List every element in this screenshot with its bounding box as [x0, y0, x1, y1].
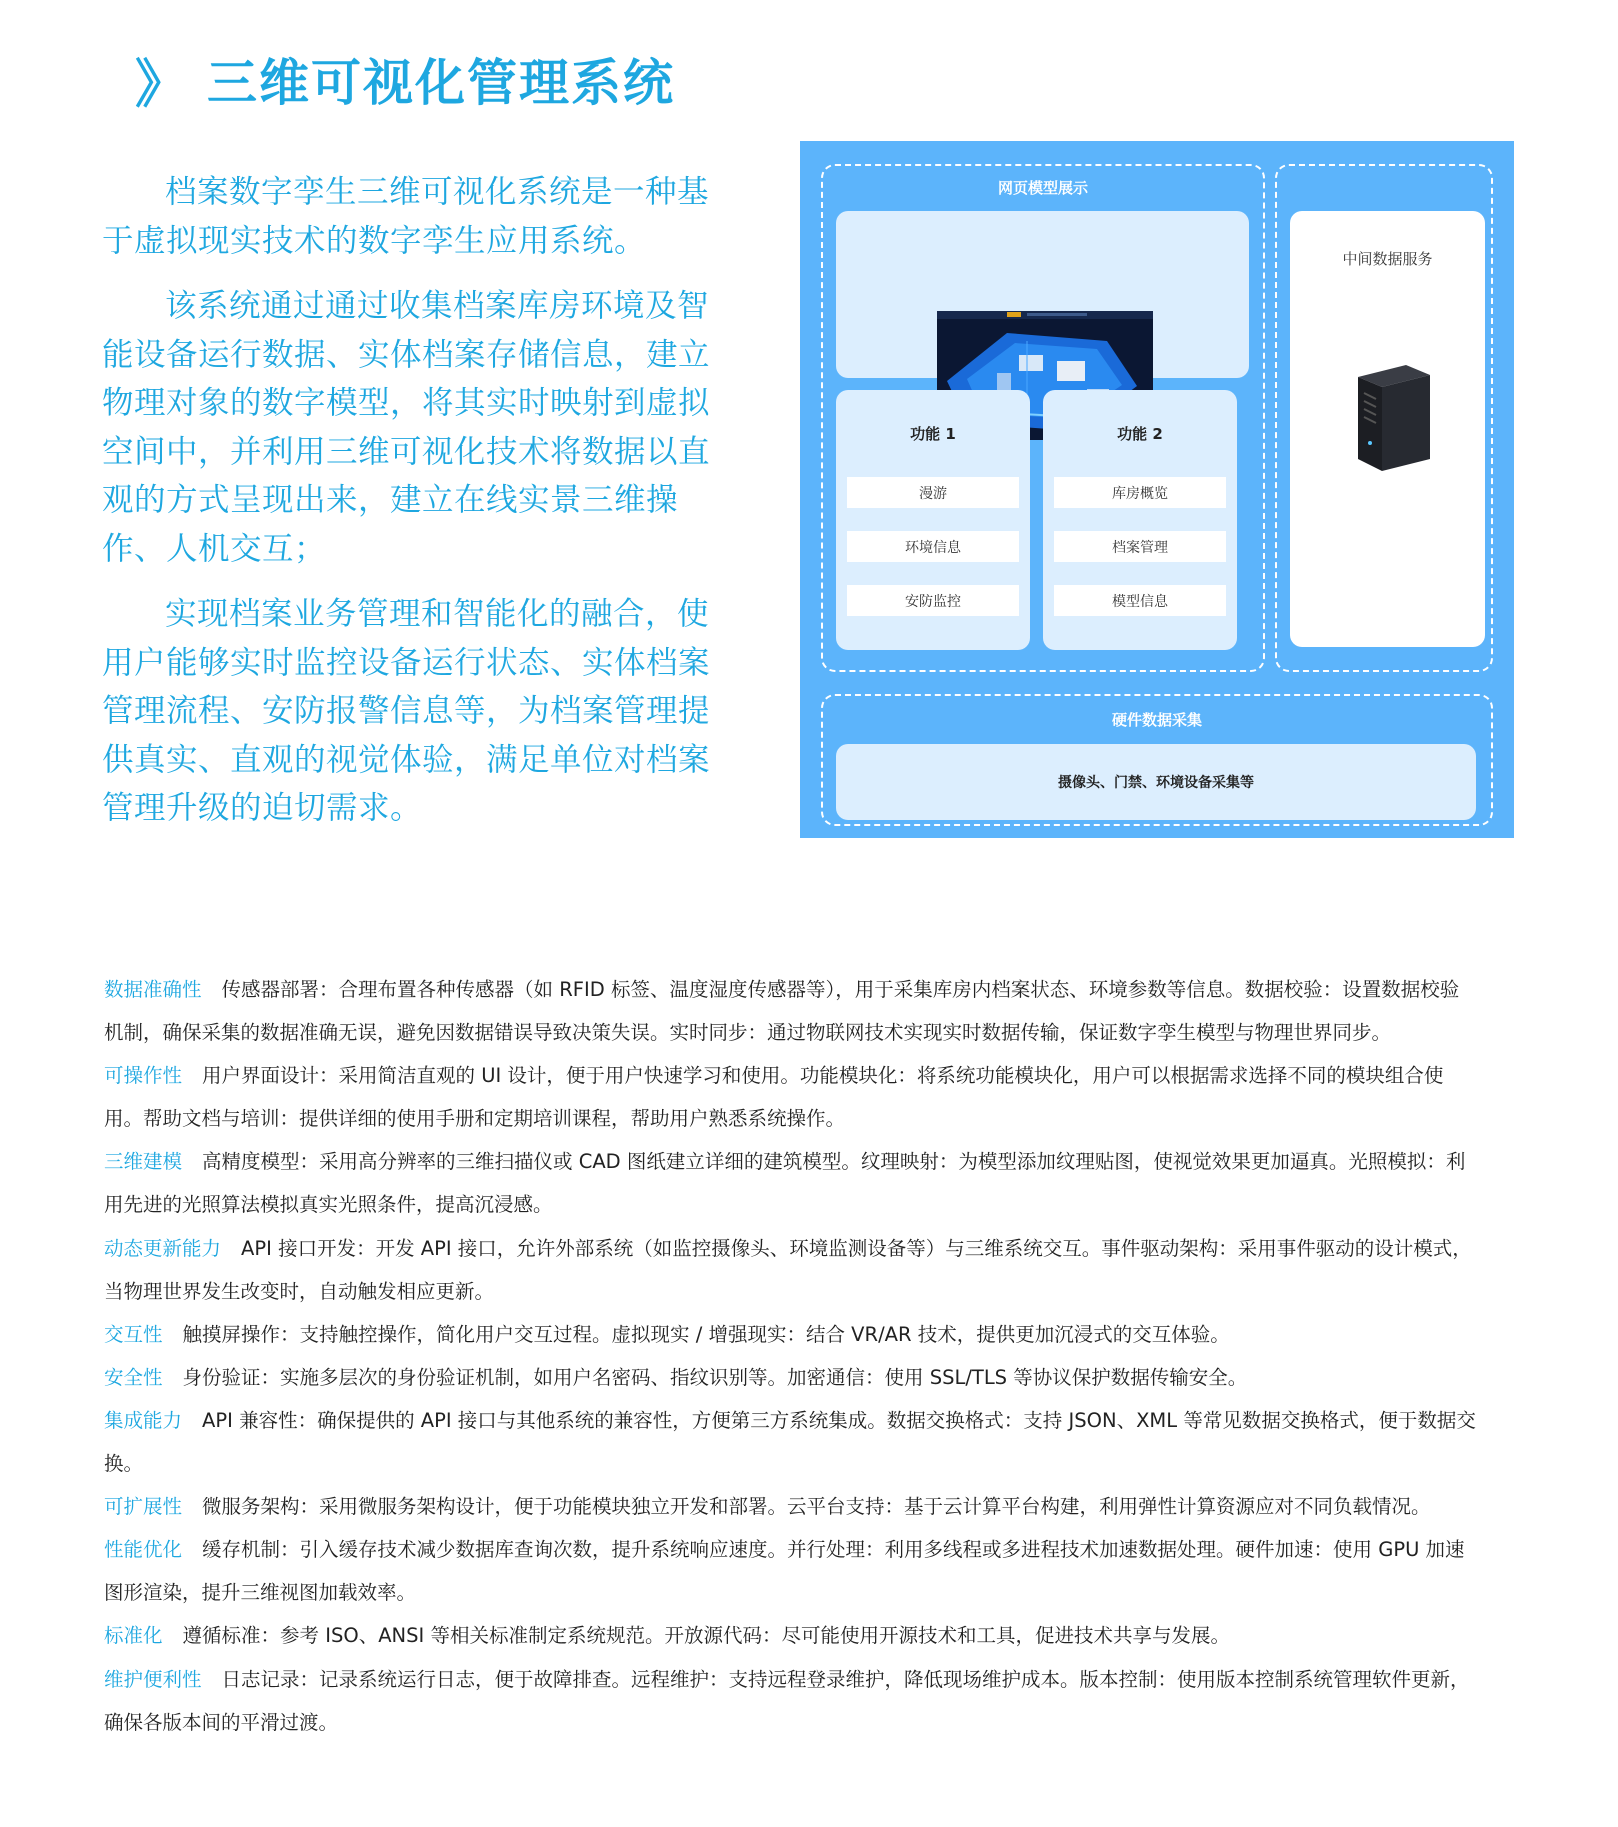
- function-1-panel: [836, 390, 1030, 650]
- feature-text: 日志记录：记录系统运行日志，便于故障排查。远程维护：支持远程登录维护，降低现场维护成本。版本控制：使用版本控制系统管理软件更新，确保各版本间的平滑过渡。: [104, 1667, 1470, 1734]
- architecture-diagram: [800, 141, 1514, 838]
- intro-text: [102, 168, 724, 850]
- feature-item: [104, 1399, 1476, 1485]
- hardware-text: 摄像头、门禁、环境设备采集等: [1058, 775, 1254, 791]
- feature-key: 三维建模: [104, 1150, 183, 1174]
- function-item-roaming[interactable]: 漫游: [847, 477, 1019, 508]
- data-service-panel: [1290, 211, 1485, 647]
- feature-text: 用户界面设计：采用简洁直观的 UI 设计，便于用户快速学习和使用。功能模块化：将系统功能模块化，用户可以根据需求选择不同的模块组合使用。帮助文档与培训：提供详细的使用手册和定期培训课程，帮助用户熟悉系统操作。: [104, 1064, 1444, 1131]
- feature-key: 数据准确性: [104, 978, 202, 1001]
- feature-key: 动态更新能力: [104, 1236, 222, 1260]
- function-item-security[interactable]: 安防监控: [847, 585, 1019, 616]
- feature-item: [104, 1528, 1476, 1614]
- feature-list: [104, 968, 1476, 1744]
- feature-key: 安全性: [104, 1365, 163, 1389]
- feature-item: [104, 1313, 1476, 1356]
- data-service-label: 中间数据服务: [1342, 250, 1433, 268]
- intro-paragraph: 档案数字孪生三维可视化系统是一种基于虚拟现实技术的数字孪生应用系统。: [102, 174, 710, 259]
- web-preview-panel: [836, 211, 1249, 378]
- function-item-environment[interactable]: 环境信息: [847, 531, 1019, 562]
- function-item-warehouse[interactable]: 库房概览: [1054, 477, 1226, 508]
- hardware-panel: [836, 744, 1476, 820]
- function-1-title: 功能 1: [910, 425, 956, 443]
- function-item-archives[interactable]: 档案管理: [1054, 531, 1226, 562]
- feature-item: [104, 1614, 1476, 1657]
- page-title: [135, 44, 675, 114]
- intro-paragraph: 实现档案业务管理和智能化的融合，使用户能够实时监控设备运行状态、实体档案管理流程、安防报警信息等，为档案管理提供真实、直观的视觉体验，满足单位对档案管理升级的迫切需求。: [102, 596, 711, 826]
- function-2-title: 功能 2: [1117, 425, 1163, 443]
- feature-key: 可操作性: [104, 1064, 183, 1088]
- feature-text: 身份验证：实施多层次的身份验证机制，如用户名密码、指纹识别等。加密通信：使用 SSL/TLS 等协议保护数据传输安全。: [182, 1365, 1248, 1389]
- feature-text: 缓存机制：引入缓存技术减少数据库查询次数，提升系统响应速度。并行处理：利用多线程或多进程技术加速数据处理。硬件加速：使用 GPU 加速图形渲染，提升三维视图加载效率。: [104, 1538, 1465, 1605]
- feature-item: [104, 1140, 1476, 1226]
- feature-item: [104, 1356, 1476, 1399]
- feature-key: 交互性: [104, 1322, 163, 1346]
- feature-key: 维护便利性: [104, 1667, 202, 1691]
- feature-item: [104, 1485, 1476, 1528]
- feature-text: 微服务架构：采用微服务架构设计，便于功能模块独立开发和部署。云平台支持：基于云计算平台构建，利用弹性计算资源应对不同负载情况。: [202, 1495, 1431, 1519]
- hardware-label: 硬件数据采集: [1111, 711, 1202, 729]
- title-text: 三维可视化管理系统: [207, 54, 676, 112]
- feature-text: API 兼容性：确保提供的 API 接口与其他系统的兼容性，方便第三方系统集成。数据交换格式：支持 JSON、XML 等常见数据交换格式，便于数据交换。: [104, 1408, 1476, 1476]
- intro-paragraph: 该系统通过通过收集档案库房环境及智能设备运行数据、实体档案存储信息，建立物理对象的数字模型，将其实时映射到虚拟空间中，并利用三维可视化技术将数据以直观的方式呈现出来，建立在线实景三维操作、人机交互；: [102, 288, 711, 567]
- feature-key: 可扩展性: [104, 1495, 183, 1519]
- feature-text: 传感器部署：合理布置各种传感器（如 RFID 标签、温度湿度传感器等），用于采集库房内档案状态、环境参数等信息。数据校验：设置数据校验机制，确保采集的数据准确无误，避免因数据错误导致决策失误。实时同步：通过物联网技术实现实时数据传输，保证数字孪生模型与物理世界同步。: [104, 978, 1460, 1045]
- feature-key: 集成能力: [104, 1408, 183, 1432]
- feature-text: 遵循标准：参考 ISO、ANSI 等相关标准制定系统规范。开放源代码：尽可能使用开源技术和工具，促进技术共享与发展。: [182, 1624, 1230, 1648]
- feature-item: [104, 1054, 1476, 1140]
- feature-text: 触摸屏操作：支持触控操作，简化用户交互过程。虚拟现实 / 增强现实：结合 VR/AR 技术，提供更加沉浸式的交互体验。: [182, 1322, 1230, 1346]
- server-icon: [1350, 363, 1434, 477]
- feature-item: [104, 1227, 1476, 1313]
- feature-key: 性能优化: [104, 1538, 183, 1562]
- chevron-icon: 》: [135, 54, 180, 115]
- feature-key: 标准化: [104, 1624, 163, 1648]
- web-model-label: 网页模型展示: [997, 179, 1088, 197]
- feature-item: [104, 1658, 1476, 1744]
- feature-text: API 接口开发：开发 API 接口，允许外部系统（如监控摄像头、环境监测设备等）与三维系统交互。事件驱动架构：采用事件驱动的设计模式，当物理世界发生改变时，自动触发相应更新。: [104, 1236, 1472, 1303]
- feature-text: 高精度模型：采用高分辨率的三维扫描仪或 CAD 图纸建立详细的建筑模型。纹理映射：为模型添加纹理贴图，使视觉效果更加逼真。光照模拟：利用先进的光照算法模拟真实光照条件，提高沉浸感。: [104, 1150, 1466, 1217]
- function-2-panel: [1043, 390, 1237, 650]
- function-item-model[interactable]: 模型信息: [1054, 585, 1226, 616]
- feature-item: [104, 968, 1476, 1054]
